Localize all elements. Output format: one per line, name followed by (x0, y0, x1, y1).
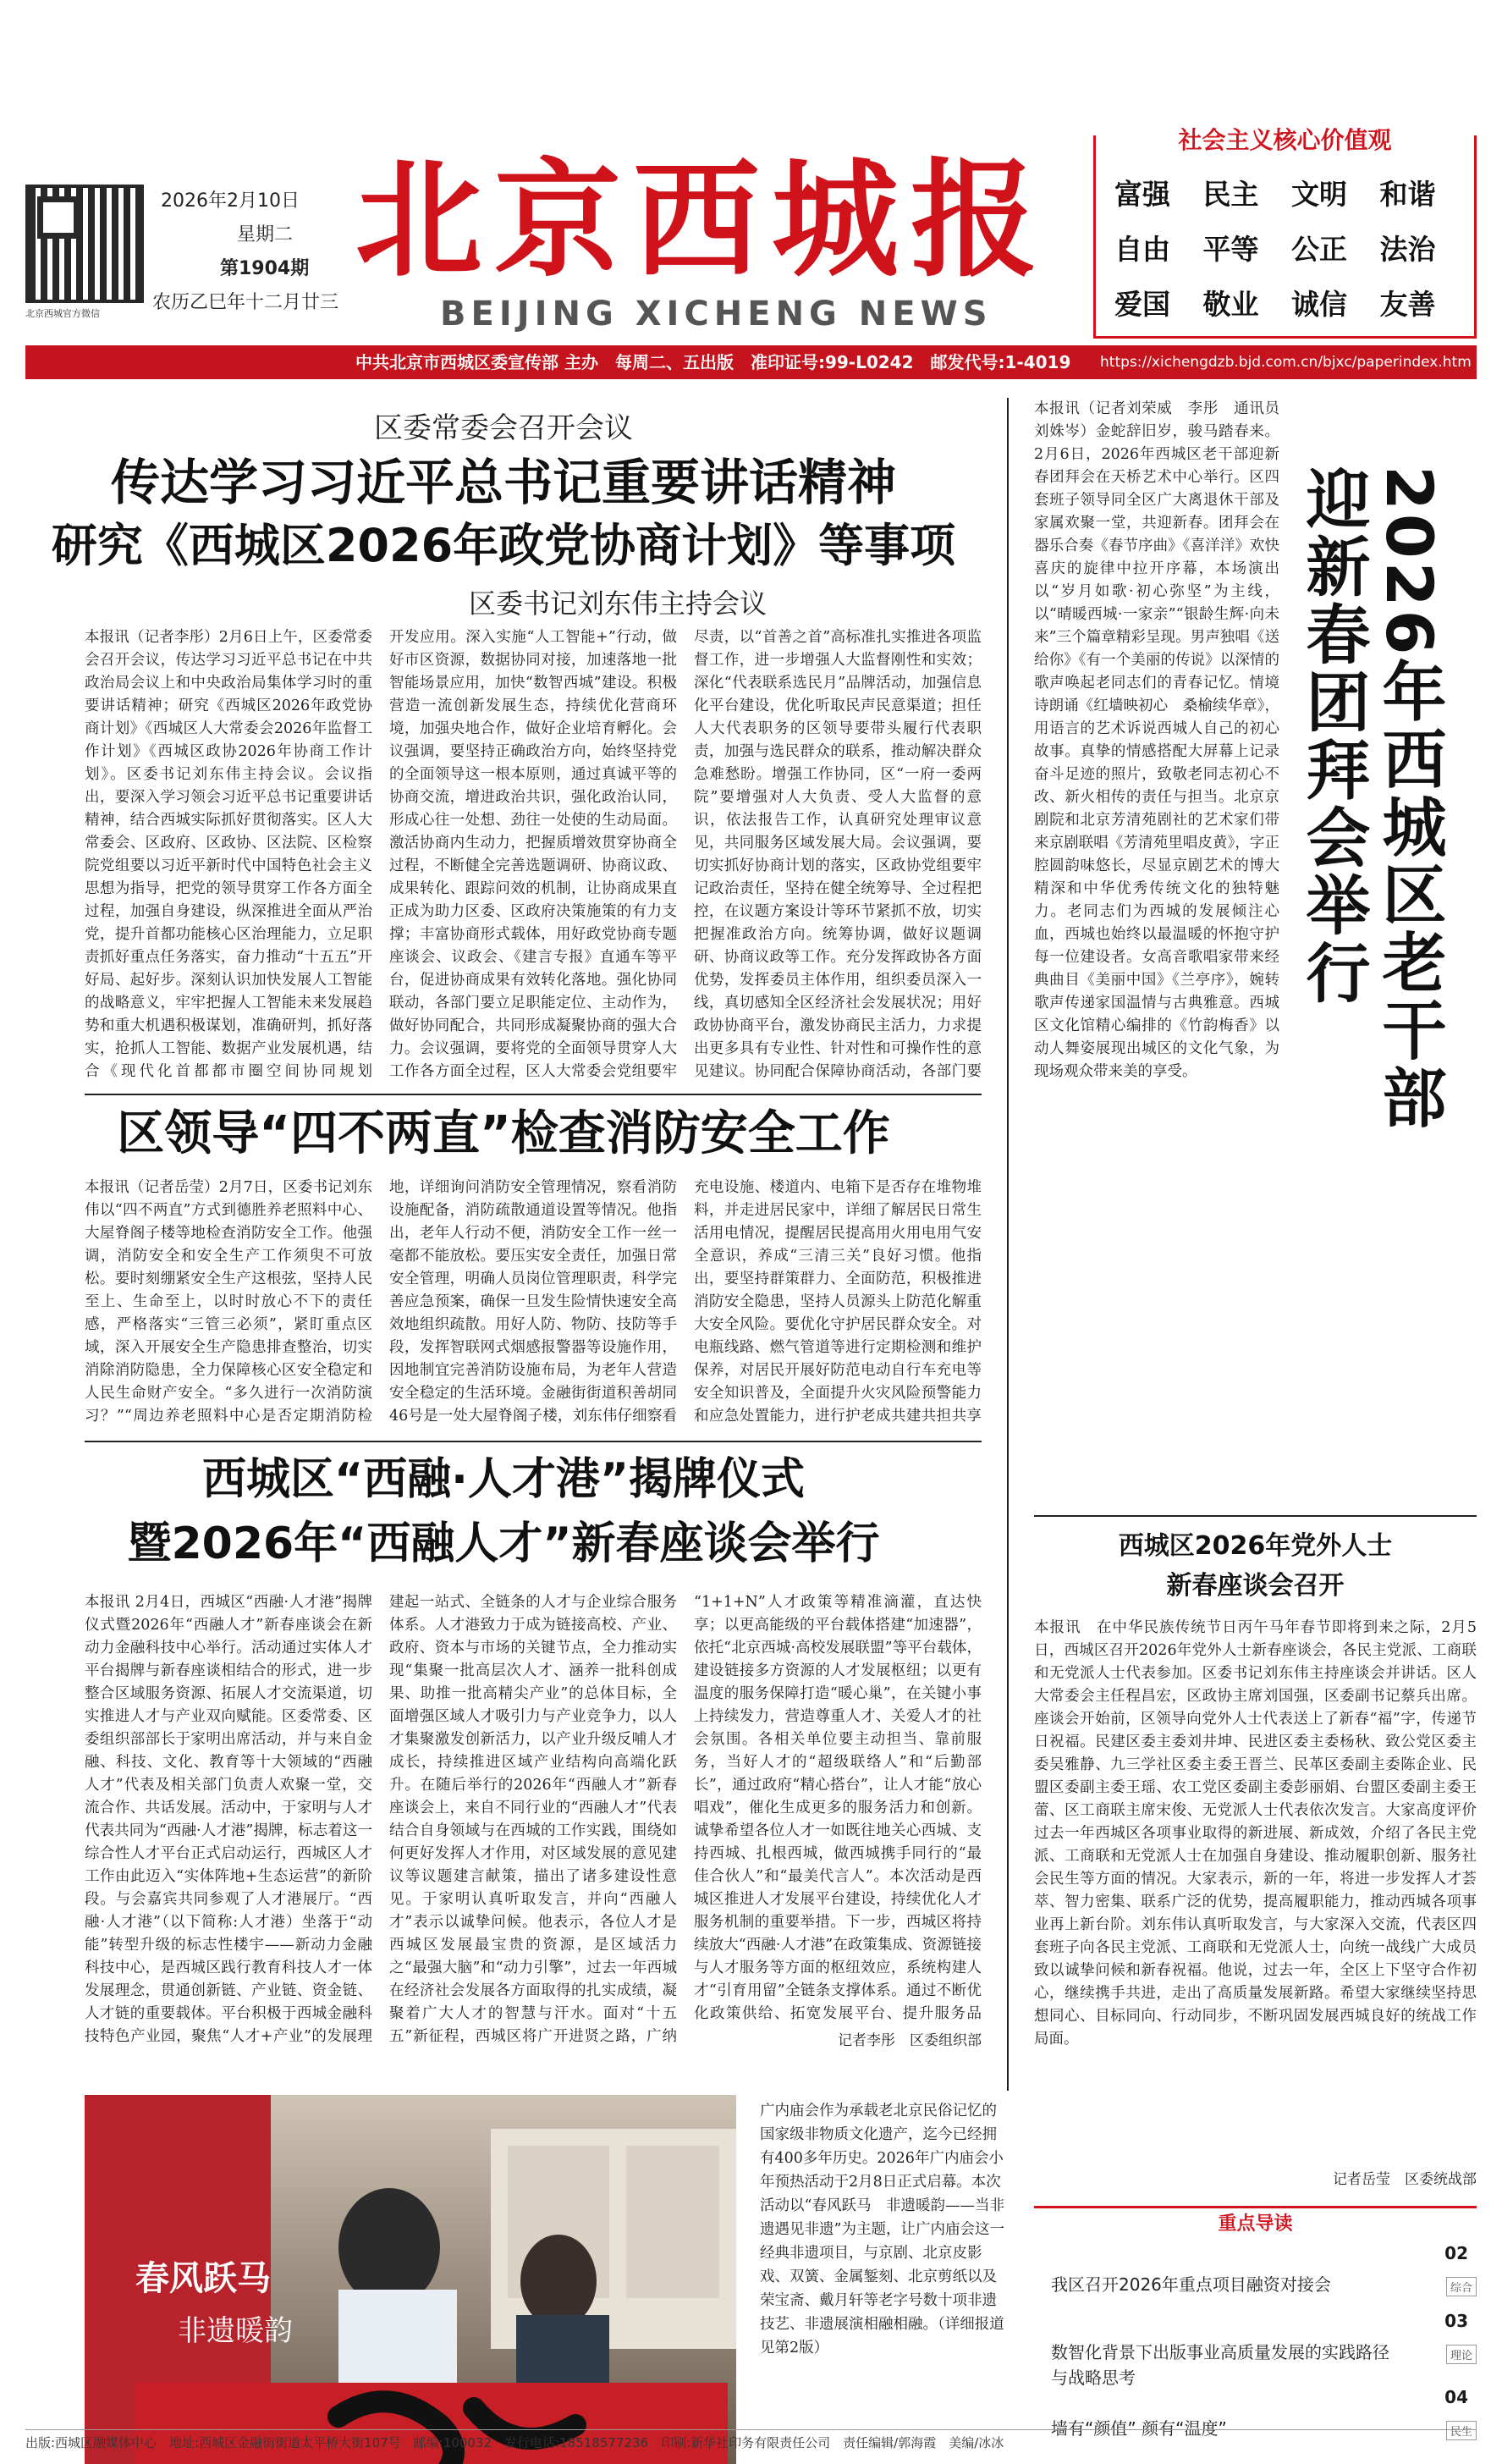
lunar-date: 农历乙巳年十二月廿三 (152, 292, 339, 313)
guide-tag: 综合 (1446, 2277, 1477, 2296)
value-item: 富强 (1114, 178, 1170, 211)
temple-fair-photo (85, 2095, 736, 2464)
article2-col1: 本报讯（记者岳莹）2月7日，区委书记刘东伟以“四不两直”方式到德胜养老照料中心、大屋脊阁子楼等地检查消防安全工作。他强调，消防安全和安全生产工作须臾不可放松。要时刻绷紧安全生产这根弦，坚持人民至上、生命至上，以时时放心不下的责任感，严格落实“三管三必须”，紧盯重点区域，深入开展安全生产隐患排查整治，切实消除消防隐患，全力保障核心区安全稳定和人民生命财产安全。“多久进行一次消防演习？”“周边养老照料中心是否定期消防检 (85, 1179, 372, 1425)
guide-tag: 民生 (1446, 2421, 1477, 2440)
column-divider (1007, 398, 1009, 2091)
divider (1034, 1515, 1477, 1517)
core-values-box (1093, 126, 1477, 339)
value-item: 敬业 (1202, 288, 1259, 321)
guide-title: 重点导读 (1218, 2213, 1293, 2235)
qr-code-icon (25, 185, 144, 303)
banner-text-1: 春风跃马 (135, 2259, 271, 2298)
article2-col3: 充电设施、楼道内、电箱下是否存在堆物堆料，并走进居民家中，详细了解居民日常生活用电情况，提醒居民提高用火用电用气安全意识，养成“三清三关”良好习惯。他指出，要坚持群策群力、全面防范，积极推进消防安全隐患，坚持人员源头上防范化解重大安全风险。要优化守护居民群众安全。对电瓶线路、燃气管道等进行定期检测和维护保养，对居民开展好防范电动自行车充电等安全知识普及，全面提升火灾风险预警能力和应急处置能力，进行护老成共建共担共享 (694, 1179, 982, 1425)
guide-page: 03 (1444, 2311, 1468, 2331)
value-item: 平等 (1202, 233, 1259, 266)
publisher-bar (25, 345, 1477, 379)
guide-page: 02 (1444, 2243, 1468, 2263)
article3-credit: 记者李彤 区委组织部 (838, 2032, 982, 2049)
article2-col2: 地，详细询问消防安全管理情况，察看消防设施配备，消防疏散通道设置等情况。他指出，老年人行动不便，消防安全工作一丝一毫都不能放松。要压实安全责任，加强日常安全管理，明确人员岗位管理职责，科学完善应急预案，确保一旦发生险情快速安全高效地组织疏散。用好人防、物防、技防等手段，发挥智联网式烟感报警器等设施作用，因地制宜完善消防设施布局，为老年人营造安全稳定的生活环境。金融街街道积善胡同46号是一处大屋脊阁子楼，刘东伟仔细察看 (389, 1179, 677, 1425)
guide-text: 我区召开2026年重点项目融资对接会 (1051, 2274, 1331, 2295)
banner-text-2: 非遗暖韵 (178, 2314, 293, 2348)
article3-col3: “1+1+N”人才政策等精准滴灌，直达快享；以更高能级的平台载体搭建“加速器”，依托“北京西城·高校发展联盟”等平台载体，建设链接多方资源的人才发展枢纽；以更有温度的服务保障打造“暖心巢”，在关键小事上持续发力，营造尊重人才、关爱人才的社会氛围。各相关单位要主动担当、靠前服务，当好人才的“超级联络人”和“后勤部长”，通过政府“精心搭台”，让人才能“放心唱戏”，催化生成更多的服务活力和创新。诚挚希望各位人才一如既往地关心西城、支持西城、扎根西城，做西城携手同行的“最佳合伙人”和“最美代言人”。本次活动是西城区推进人才发展平台建设，持续优化人才服务机制的重要举措。下一步，西城区将持续放大“西融·人才港”在政策集成、资源链接与人才服务等方面的枢纽效应，系统构建人才“引育用留”全链条支撑体系。通过不断优化政策供给、拓宽发展平台、提升服务品 (694, 1594, 982, 2022)
guide-page: 04 (1444, 2387, 1468, 2407)
page-footer: 出版:西城区融媒体中心 地址:西城区金融街街道太平桥大街107号 邮编:100032 发行电话:18518577236 印刷:新华社印务有限责任公司 责任编辑/郭海霞 美编/冰冰 (25, 2429, 1477, 2451)
article1-col2: 开发应用。深入实施“人工智能+”行动，做好市区资源，数据协同对接，加速落地一批智能场景应用，加快“数智西城”建设。积极营造一流创新发展生态，持续优化营商环境，加强央地合作，做好企业培育孵化。会议强调，要坚持正确政治方向，始终坚持党的全面领导这一根本原则，通过真诚平等的协商交流，增进政治共识，强化政治认同，形成心往一处想、劲往一处使的生动局面。激活协商内生动力，把握质增效贯穿协商全过程，不断健全完善选题调研、协商议政、成果转化、跟踪问效的机制，让协商成果直正成为助力区委、区政府决策施策的有力支撑；丰富协商形式载体，用好政党协商专题座谈会、议政会、《建言专报》直通车等平台，促进协商成果有效转化落地。强化协同联动，各部门要立足职能定位、主动作为，做好协同配合，共同形成凝聚协商的强大合力。会议强调，要将党的全面领导贯穿人大工作各方面全过程，区人大常委会党组要牢 (389, 629, 677, 1080)
article3-title-line2: 暨2026年“西融人才”新春座谈会举行 (127, 1519, 880, 1569)
article1-subtitle: 区委书记刘东伟主持会议 (468, 587, 767, 620)
value-item: 自由 (1114, 233, 1170, 266)
issue-date: 2026年2月10日 (161, 190, 300, 212)
article3-title-line1: 西城区“西融·人才港”揭牌仪式 (201, 1454, 806, 1505)
article1-title-line1: 传达学习习近平总书记重要讲话精神 (110, 454, 896, 511)
value-item: 和谐 (1379, 178, 1436, 211)
masthead-title-en: BEIJING XICHENG NEWS (440, 295, 993, 333)
weekday: 星期二 (237, 224, 294, 245)
article5-title: 西城区2026年党外人士 (1118, 1531, 1393, 1561)
article3-col2: 建起一站式、全链条的人才与企业综合服务体系。人才港致力于成为链接高校、产业、政府、资本与市场的关键节点，全力推动实现“集聚一批高层次人才、涵养一批科创成果、助推一批高精尖产业”的总体目标，全面增强区域人才吸引力与产业竞争力，以人才集聚激发创新活力，以产业升级反哺人才成长，持续推进区域产业结构向高端化跃升。在随后举行的2026年“西融人才”新春座谈会上，来自不同行业的“西融人才”代表结合自身领域与在西城的工作实践，围绕如何更好发挥人才作用，对区域发展的意见建议等议题建言献策，描出了诸多建设性意见。于家明认真听取发言，并向“西融人才”表示以诚挚问候。他表示，各位人才是西城区发展最宝贵的资源，是区域活力之“最强大脑”和“动力引擎”，过去一年西城在经济社会发展各方面取得的扎实成绩，凝聚着广大人才的智慧与汗水。面对“十五五”新征程，西城区将广开进贤之路，广纳 (389, 1594, 677, 2045)
value-item: 爱国 (1114, 288, 1170, 321)
article1-kicker: 区委常委会召开会议 (374, 411, 633, 445)
article5-credit: 记者岳莹 区委统战部 (1333, 2171, 1477, 2188)
issue-number: 第1904期 (220, 258, 310, 279)
value-item: 法治 (1379, 233, 1436, 266)
article4-body: 本报讯（记者刘荣威 李彤 通讯员刘姝岑）金蛇辞旧岁，骏马踏春来。2月6日，2026年西城区老干部迎新春团拜会在天桥艺术中心举行。区四套班子领导同全区广大离退休干部及家属欢聚一堂，共迎新春。团拜会在器乐合奏《春节序曲》《喜洋洋》欢快喜庆的旋律中拉开序幕，本场演出以“岁月如歌·初心弥坚”为主线，以“晴暖西城·一家亲”“银龄生辉·向未来”三个篇章精彩呈现。男声独唱《送给你》《有一个美丽的传说》以深情的歌声唤起老同志们的青春记忆。情境诗朗诵《红墙映初心 桑榆续华章》，用语言的艺术诉说西城人自己的初心故事。真挚的情感搭配大屏幕上记录奋斗足迹的照片，致敬老同志初心不改、新火相传的责任与担当。北京京剧院和北京芳清苑剧社的艺术家们带来京剧联唱《芳清苑里唱皮黄》，字正腔圆韵味悠长，尽显京剧艺术的博大精深和中华优秀传统文化的独特魅力。老同志们为西城的发展倾注心血，西城也始终以最温暖的怀抱守护每一位建设者。女高音歌唱家带来经典曲目《美丽中国》《兰亭序》，婉转歌声传递家国温情与古典雅意。西城区文化馆精心编排的《竹韵梅香》以动人舞姿展现出城区的文化气象，为现场观众带来美的享受。 (1034, 400, 1279, 1080)
guide-text: 墙有“颜值” 颜有“温度” (1051, 2418, 1227, 2439)
masthead-title: 北京西城报 (355, 146, 1050, 295)
guide-text: 数智化背景下出版事业高质量发展的实践路径与战略思考 (1051, 2342, 1389, 2388)
paper-url[interactable]: https://xichengdzb.bjd.com.cn/bjxc/paperindex.htm (1100, 354, 1472, 371)
guide-item[interactable] (1034, 2311, 1477, 2388)
article1-title-line2: 研究《西城区2026年政党协商计划》等事项 (51, 519, 956, 572)
core-values-grid (1114, 173, 1461, 322)
value-item: 诚信 (1291, 288, 1347, 321)
article2-title: 区领导“四不两直”检查消防安全工作 (117, 1106, 890, 1161)
divider (85, 1441, 982, 1442)
article4-body-continued (1034, 1215, 1477, 1469)
article1-col1: 本报讯（记者李彤）2月6日上午，区委常委会召开会议，传达学习习近平总书记在中共政治局会议上和中央政治局集体学习时的重要讲话精神；研究《西城区2026年政党协商计划》《西城区人大常委会2026年监督工作计划》《西城区政协2026年协商工作计划》。区委书记刘东伟主持会议。会议指出，要深入学习领会习近平总书记重要讲话精神，结合西城实际抓好贯彻落实。区人大常委会、区政府、区政协、区法院、区检察院党组要以习近平新时代中国特色社会主义思想为指导，把党的领导贯穿工作各方面全过程，加强自身建设，纵深推进全面从严治党，提升首都功能核心区治理能力，立足职责抓好重点任务落实，奋力推动“十五五”开好局、起好步。深刻认识加快发展人工智能的战略意义，牢牢把握人工智能未来发展趋势和重大机遇积极谋划，准确研判，抓好落实，抢抓人工智能、数据产业发展机遇，结合《现代化首都都市圈空间协同规划 (85, 629, 372, 1080)
qr-caption: 北京西城官方微信 (25, 308, 100, 319)
divider (85, 1094, 982, 1095)
photo-caption: 广内庙会作为承载老北京民俗记忆的国家级非物质文化遗产，迄今已经拥有400多年历史。2026年广内庙会小年预热活动于2月8日正式启幕。本次活动以“春风跃马 非遗暖韵——当非遗遇见非遗”为主题，让广内庙会这一经典非遗项目，与京剧、北京皮影戏、双簧、金属錾刻、北京剪纸以及荣宝斋、戴月轩等老字号数十项非遗技艺、非遗展演相融相融。（详细报道见第2版） (760, 2103, 1004, 2357)
publisher-line: 中共北京市西城区委宣传部 主办 每周二、五出版 准印证号:99-L0242 邮发代号:1-4019 (355, 352, 1071, 372)
article3-col1: 本报讯 2月4日，西城区“西融·人才港”揭牌仪式暨2026年“西融人才”新春座谈会在新动力金融科技中心举行。活动通过实体人才平台揭牌与新春座谈相结合的形式，进一步整合区域服务资源、拓展人才交流渠道，切实推进人才与产业双向赋能。区委常委、区委组织部部长于家明出席活动，并与来自金融、科技、文化、教育等十大领域的“西融人才”代表及相关部门负责人欢聚一堂，交流合作、共话发展。活动中，于家明与人才代表共同为“西融·人才港”揭牌，标志着这一综合性人才平台正式启动运行，西城区人才工作由此迈入“实体阵地+生态运营”的新阶段。与会嘉宾共同参观了人才港展厅。“西融·人才港”（以下简称:人才港）坐落于“动能”转型升级的标志性楼宇——新动力金融科技中心，是西城区践行教育科技人才一体发展理念，贯通创新链、产业链、资金链、人才链的重要载体。平台积极于西城金融科技特色产业园，聚焦“人才+产业”的发展理 (85, 1594, 372, 2045)
core-values-title: 社会主义核心价值观 (1096, 122, 1474, 156)
article5-body: 本报讯 在中华民族传统节日丙午马年春节即将到来之际，2月5日，西城区召开2026年党外人士新春座谈会，各民主党派、工商联和无党派人士代表参加。区委书记刘东伟主持座谈会并讲话。区人大常委会主任程昌宏，区政协主席刘国强，区委副书记蔡兵出席。座谈会开始前，区领导向党外人士代表送上了新春“福”字，传递节日祝福。民建区委主委刘井坤、民进区委主委杨秋、致公党区委主委吴雅静、九三学社区委主委王晋兰、民革区委副主委陈企业、民盟区委副主委王瑶、农工党区委副主委彭丽娟、台盟区委副主委王蕾、区工商联主席宋俊、无党派人士代表依次发言。大家高度评价过去一年西城区各项事业取得的新进展、新成效，介绍了各民主党派、工商联和无党派人士在加强自身建设、推动履职创新、服务社会民生等方面的情况。大家表示，新的一年，将进一步发挥人才荟萃、智力密集、联系广泛的优势，提高履职能力，推动西城各项事业再上新台阶。刘东伟认真听取发言，与大家深入交流，代表区四套班子向各民主党派、工商联和无党派人士，向统一战线广大成员致以诚挚问候和新春祝福。他说，过去一年，全区上下坚守合作初心，继续携手共进，走出了高质量发展新路。希望大家继续坚持思想同心、目标同向、行动同步，不断巩固发展西城良好的统战工作局面。 (1034, 1619, 1477, 2048)
value-item: 民主 (1202, 178, 1259, 211)
guide-tag: 理论 (1446, 2345, 1477, 2364)
article4-title: 2026年西城区老干部迎新春团拜会举行 (1296, 466, 1447, 1133)
article5-subtitle: 新春座谈会召开 (1166, 1571, 1345, 1601)
value-item: 公正 (1291, 233, 1347, 266)
guide-item[interactable] (1034, 2243, 1477, 2302)
newspaper-page (25, 25, 1477, 2450)
photo-illustration (85, 2095, 736, 2464)
value-item: 友善 (1379, 288, 1436, 321)
value-item: 文明 (1291, 178, 1347, 211)
article1-col3: 尽责，以“首善之首”高标准扎实推进各项监督工作，进一步增强人大监督刚性和实效；深化“代表联系选民月”品牌活动，加强信息化平台建设，优化听取民声民意渠道；担任人大代表职务的区领导要带头履行代表职责，加强与选民群众的联系，推动解决群众急难愁盼。增强工作协同，区“一府一委两院”要增强对人大负责、受人大监督的意识，依法报告工作，认真研究处理审议意见，共同服务区域发展大局。会议强调，要切实抓好协商计划的落实，区政协党组要牢记政治责任，坚持在健全统筹导、全过程把控，在议题方案设计等环节紧抓不放，切实把握准政治方向。统筹协调，做好议题调研、协商议政等工作。充分发挥政协各方面优势，发挥委员主体作用，组织委员深入一线，真切感知全区经济社会发展状况；用好政协协商平台，激发协商民主活力，力求提出更多具有专业性、针对性和可操作性的意见建议。协同配合保障协商活动，各部门要 (694, 629, 982, 1080)
guide-item[interactable] (1034, 2387, 1477, 2439)
